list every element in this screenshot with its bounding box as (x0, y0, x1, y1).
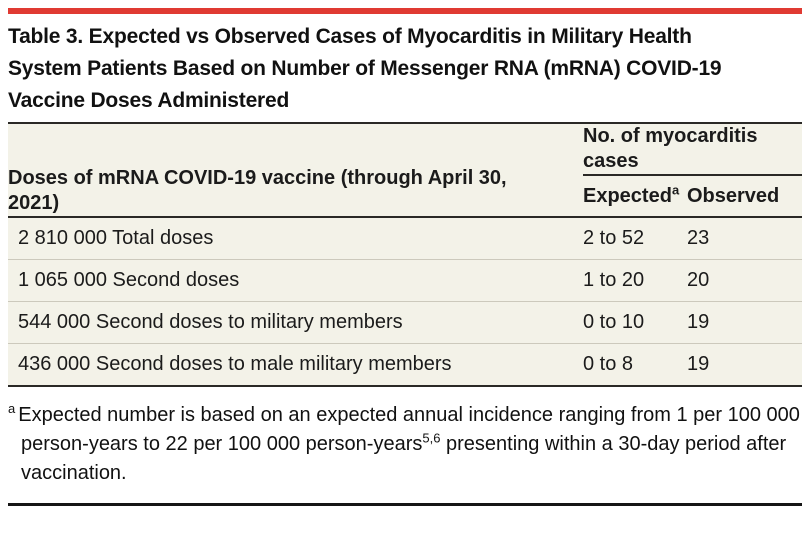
observed-label: Observed (687, 184, 780, 207)
table-title-line-2: System Patients Based on Number of Messenger RNA (mRNA) COVID-19 (8, 57, 722, 80)
observed-cell: 19 (687, 302, 802, 344)
expected-cell: 0 to 10 (583, 302, 687, 344)
expected-footnote-marker: a (671, 181, 680, 197)
data-table (8, 124, 802, 387)
expected-label: Expected (583, 184, 672, 207)
doses-cell: 436 000 Second doses to male military members (8, 344, 583, 387)
footnote-marker: a (8, 401, 16, 417)
doses-cell: 1 065 000 Second doses (8, 260, 583, 302)
column-group-header-label: No. of myocarditis cases (583, 125, 758, 172)
doses-cell: 2 810 000 Total doses (18, 227, 214, 249)
column-header-expected (583, 175, 687, 217)
footnote (8, 401, 802, 488)
observed-cell: 23 (687, 227, 710, 249)
footnote-reference-numbers: 5,6 (422, 430, 441, 446)
bottom-rule (8, 503, 802, 506)
table-row (8, 217, 802, 260)
column-header-observed (687, 175, 802, 217)
column-header-doses (8, 124, 583, 217)
table-title (8, 21, 802, 117)
observed-cell: 20 (687, 260, 802, 302)
expected-cell: 1 to 20 (583, 260, 687, 302)
table-row (8, 260, 802, 302)
table-title-line-1: Table 3. Expected vs Observed Cases of Myocarditis in Military Health (8, 25, 692, 48)
doses-cell: 544 000 Second doses to military members (8, 302, 583, 344)
table-title-line-3: Vaccine Doses Administered (8, 89, 290, 112)
footnote-text-2: presenting within a 30-day period after vaccination. (21, 433, 787, 484)
expected-cell: 2 to 52 (583, 227, 645, 249)
table-row (8, 302, 802, 344)
accent-bar (8, 8, 802, 14)
observed-cell: 19 (687, 344, 802, 387)
header-row-group (8, 124, 802, 175)
expected-cell: 0 to 8 (583, 344, 687, 387)
table-row (8, 344, 802, 387)
column-group-header-myocarditis-cases (583, 124, 802, 175)
footnote-text-1: Expected number is based on an expected annual incidence ranging from 1 per 100 000 person-years to 22 per 100 000 person-years (18, 404, 800, 455)
column-header-doses-label: Doses of mRNA COVID-19 vaccine (through April 30, 2021) (8, 167, 507, 214)
